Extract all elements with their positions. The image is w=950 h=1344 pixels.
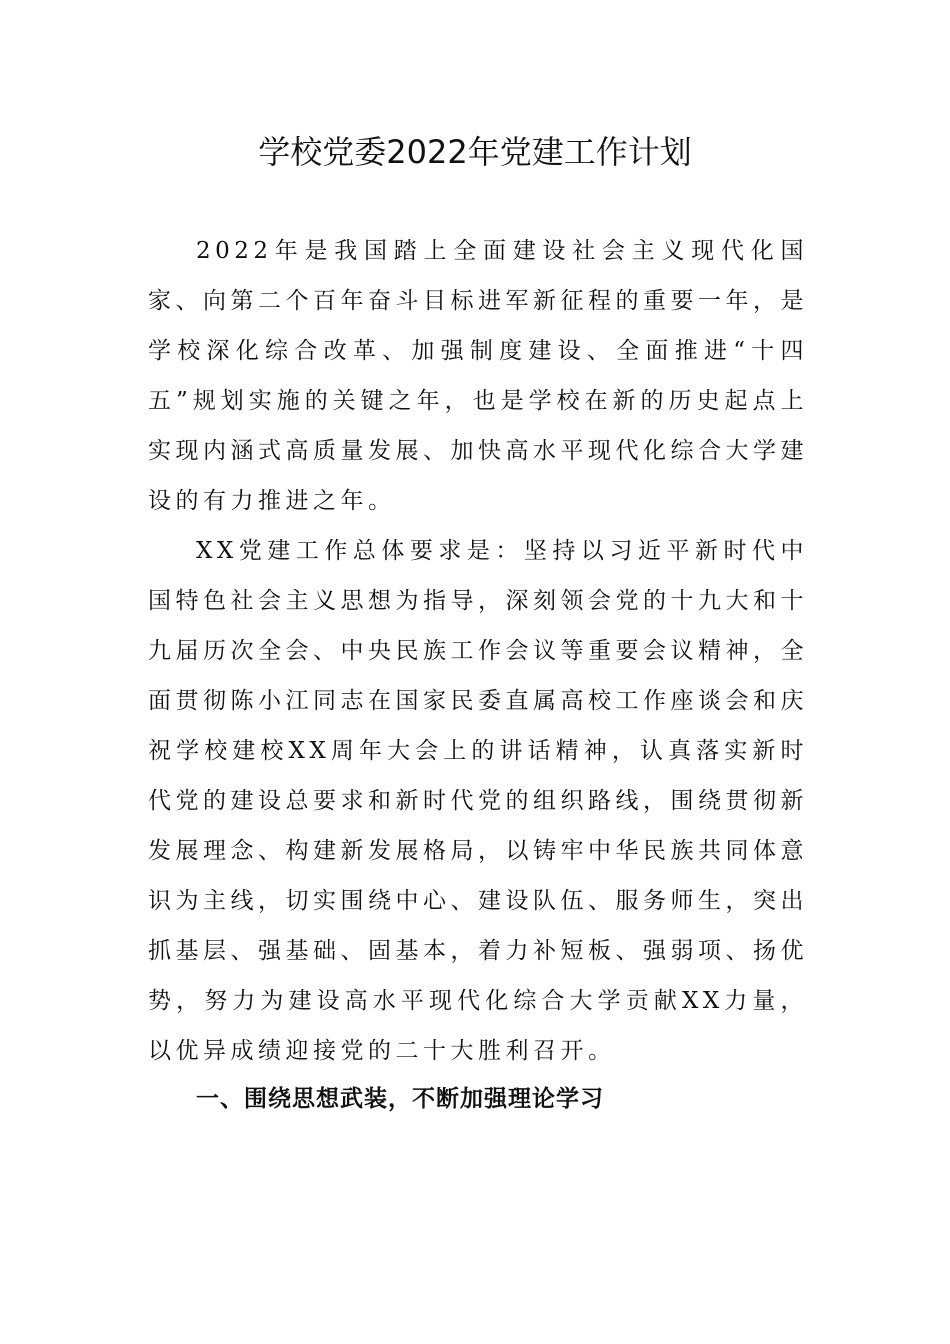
- section-heading-1: 一、围绕思想武装，不断加强理论学习: [196, 1086, 604, 1112]
- document-title: 学校党委2022年党建工作计划: [258, 133, 692, 171]
- paragraph-overall-requirements: XX党建工作总体要求是：坚持以习近平新时代中国特色社会主义思想为指导，深刻领会党的十九大和十九届历次全会、中央民族工作会议等重要会议精神，全面贯彻陈小江同志在国家民委直属高校工作座谈会和庆祝学校建校XX周年大会上的讲话精神，认真落实新时代党的建设总要求和新时代党的组织路线，围绕贯彻新发展理念、构建新发展格局，以铸牢中华民族共同体意识为主线，切实围绕中心、建设队伍、服务师生，突出抓基层、强基础、固基本，着力补短板、强弱项、扬优势，努力为建设高水平现代化综合大学贡献XX力量，以优异成绩迎接党的二十大胜利召开。: [148, 538, 808, 1064]
- paragraph-intro: 2022年是我国踏上全面建设社会主义现代化国家、向第二个百年奋斗目标进军新征程的重要一年，是学校深化综合改革、加强制度建设、全面推进“十四五”规划实施的关键之年，也是学校在新的历史起点上实现内涵式高质量发展、加快高水平现代化综合大学建设的有力推进之年。: [148, 238, 808, 514]
